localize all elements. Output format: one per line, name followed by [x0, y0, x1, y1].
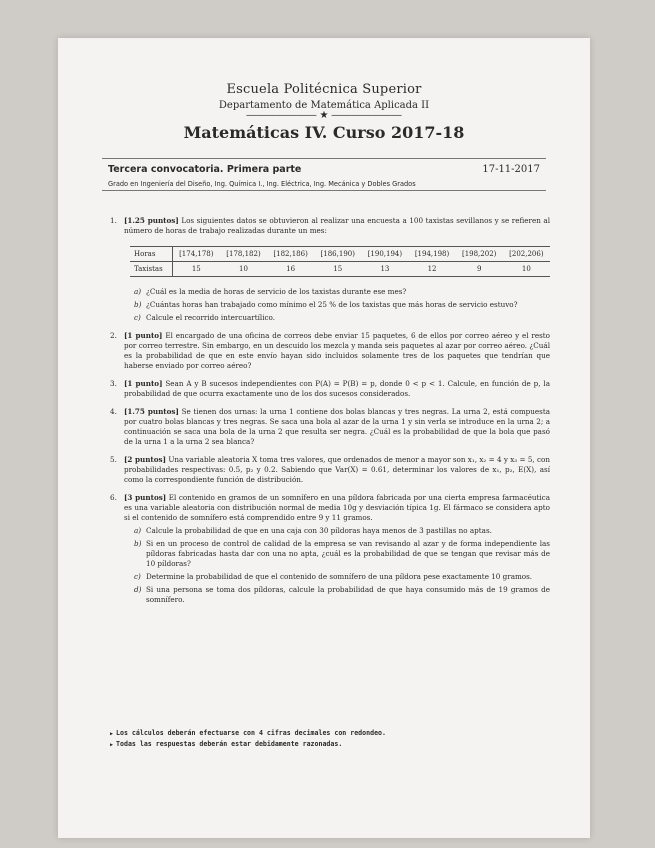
question-points: [1.25 puntos] — [124, 216, 179, 225]
question-number: 5. — [110, 455, 117, 464]
sub-text: Determine la probabilidad de que el contenido de somnífero de una píldora pese exactamente 10 gramos. — [146, 572, 533, 581]
sub-question — [124, 585, 550, 605]
table-cell: Horas — [130, 247, 172, 262]
sub-label: c) — [134, 313, 141, 322]
table-cell: [194,198) — [408, 247, 455, 262]
table-cell: [182,186) — [267, 247, 314, 262]
question — [110, 216, 550, 323]
table-row — [130, 247, 550, 262]
question-points: [2 puntos] — [124, 455, 166, 464]
table-cell: [190,194) — [361, 247, 408, 262]
question-points: [1 punto] — [124, 331, 163, 340]
table-cell: [174,178) — [172, 247, 220, 262]
exam-notes — [110, 728, 550, 750]
table-cell: [198,202) — [456, 247, 503, 262]
table-cell: 12 — [408, 262, 455, 277]
table-cell: 16 — [267, 262, 314, 277]
sub-label: c) — [134, 572, 141, 581]
question-text: Los siguientes datos se obtuvieron al realizar una encuesta a 100 taxistas sevillanos y se refieren al número de horas de trabajo realizadas durante un mes: — [124, 216, 550, 235]
school-name: Escuela Politécnica Superior — [226, 82, 422, 97]
department-name: Departamento de Matemática Aplicada II — [218, 100, 430, 111]
divider — [102, 158, 546, 159]
table-cell: [186,190) — [314, 247, 361, 262]
sub-question — [124, 300, 550, 310]
question-points: [1.75 puntos] — [124, 407, 179, 416]
exam-date: 17-11-2017 — [482, 164, 540, 175]
star-ornament: ――――――― ★ ――――――― — [246, 110, 402, 121]
question — [110, 407, 550, 447]
table-cell: [178,182) — [220, 247, 267, 262]
exam-header — [58, 82, 590, 142]
sub-label: a) — [134, 287, 142, 296]
question-number: 4. — [110, 407, 117, 416]
question-number: 1. — [110, 216, 117, 225]
sub-question — [124, 526, 550, 536]
table-cell: 15 — [172, 262, 220, 277]
table-cell: 10 — [503, 262, 550, 277]
question — [110, 493, 550, 605]
sub-question — [124, 287, 550, 297]
question-number: 3. — [110, 379, 117, 388]
degree-list: Grado en Ingeniería del Diseño, Ing. Química I., Ing. Eléctrica, Ing. Mecánica y Dobles Grados — [108, 180, 416, 188]
table-cell: Taxistas — [130, 262, 172, 277]
divider — [102, 190, 546, 191]
question — [110, 455, 550, 485]
sub-question — [124, 572, 550, 582]
table-cell: 15 — [314, 262, 361, 277]
sub-text: Si en un proceso de control de calidad de la empresa se van revisando al azar y de forma independiente las píldoras fabricadas hasta dar con una no apta, ¿cuál es la probabilidad de que se tengan que revisar más de 10 píldoras? — [146, 539, 550, 568]
sub-question — [124, 313, 550, 323]
table-cell: 13 — [361, 262, 408, 277]
sub-text: Calcule la probabilidad de que en una caja con 30 píldoras haya menos de 3 pastillas no aptas. — [146, 526, 492, 535]
exam-sheet — [58, 38, 590, 838]
question — [110, 379, 550, 399]
course-title: Matemáticas IV. Curso 2017-18 — [183, 123, 465, 142]
question-number: 2. — [110, 331, 117, 340]
question-text: Se tienen dos urnas: la urna 1 contiene dos bolas blancas y tres negras. La urna 2, está compuesta por cuatro bolas blancas y tres negras. Se saca una bola al azar de la urna 1 y sin verla se introduce en la urna 2; a continuación se saca una bola de la urna 2 que resulta ser negra. ¿Cuál es la probabilidad de que la bola que pasó de la urna 1 a la urna 2 sea blanca? — [124, 407, 550, 446]
question-points: [3 puntos] — [124, 493, 167, 502]
table-cell: 9 — [456, 262, 503, 277]
question-text: Una variable aleatoria X toma tres valores, que ordenados de menor a mayor son x₁, x₂ = 4 y x₃ = 5, con probabilidades respectivas: 0.5, p₂ y 0.2. Sabiendo que Var(X) = 0.61, determinar los valores de x₁, p₂, E(X), así como la correspondiente función de distribución. — [124, 455, 550, 484]
question — [110, 331, 550, 371]
sub-label: a) — [134, 526, 142, 535]
note: ▶ Los cálculos deberán efectuarse con 4 cifras decimales con redondeo. — [110, 728, 550, 739]
question-text: Sean A y B sucesos independientes con P(A) = P(B) = p, donde 0 < p < 1. Calcule, en función de p, la probabilidad de que ocurra exactamente uno de los dos sucesos considerados. — [124, 379, 550, 398]
sub-label: b) — [134, 539, 142, 548]
question-points: [1 punto] — [124, 379, 163, 388]
table-cell: 10 — [220, 262, 267, 277]
question-text: El encargado de una oficina de correos debe enviar 15 paquetes, 6 de ellos por correo aéreo y el resto por correo terrestre. Sin embargo, en un descuido los mezcla y manda seis paquetes al azar por correo aéreo. ¿Cuál es la probabilidad de que en este envío hayan sido incluidos solamente tres de los paquetes que tendrían que haberse enviado por correo aéreo? — [124, 331, 551, 370]
table-row — [130, 262, 550, 277]
table-cell: [202,206) — [503, 247, 550, 262]
questions — [110, 216, 550, 613]
sub-text: ¿Cuál es la media de horas de servicio de los taxistas durante ese mes? — [146, 287, 407, 296]
sub-label: b) — [134, 300, 142, 309]
sub-text: Si una persona se toma dos píldoras, calcule la probabilidad de que haya consumido más de 19 gramos de somnífero. — [146, 585, 550, 604]
sub-text: ¿Cuántas horas han trabajado como mínimo el 25 % de los taxistas que más horas de servicio estuvo? — [146, 300, 518, 309]
hours-table — [130, 246, 550, 277]
sub-question — [124, 539, 550, 569]
note: ▶ Todas las respuestas deberán estar debidamente razonadas. — [110, 739, 550, 750]
question-text: El contenido en gramos de un somnífero en una píldora fabricada por una cierta empresa farmacéutica es una variable aleatoria con distribución normal de media 10g y desviación típica 1g. El fármaco se considera apto si el contenido de somnífero está comprendido entre 9 y 11 gramos. — [124, 493, 550, 522]
exam-session: Tercera convocatoria. Primera parte — [108, 164, 302, 175]
sub-text: Calcule el recorrido intercuartílico. — [146, 313, 276, 322]
sub-label: d) — [134, 585, 142, 594]
question-number: 6. — [110, 493, 117, 502]
